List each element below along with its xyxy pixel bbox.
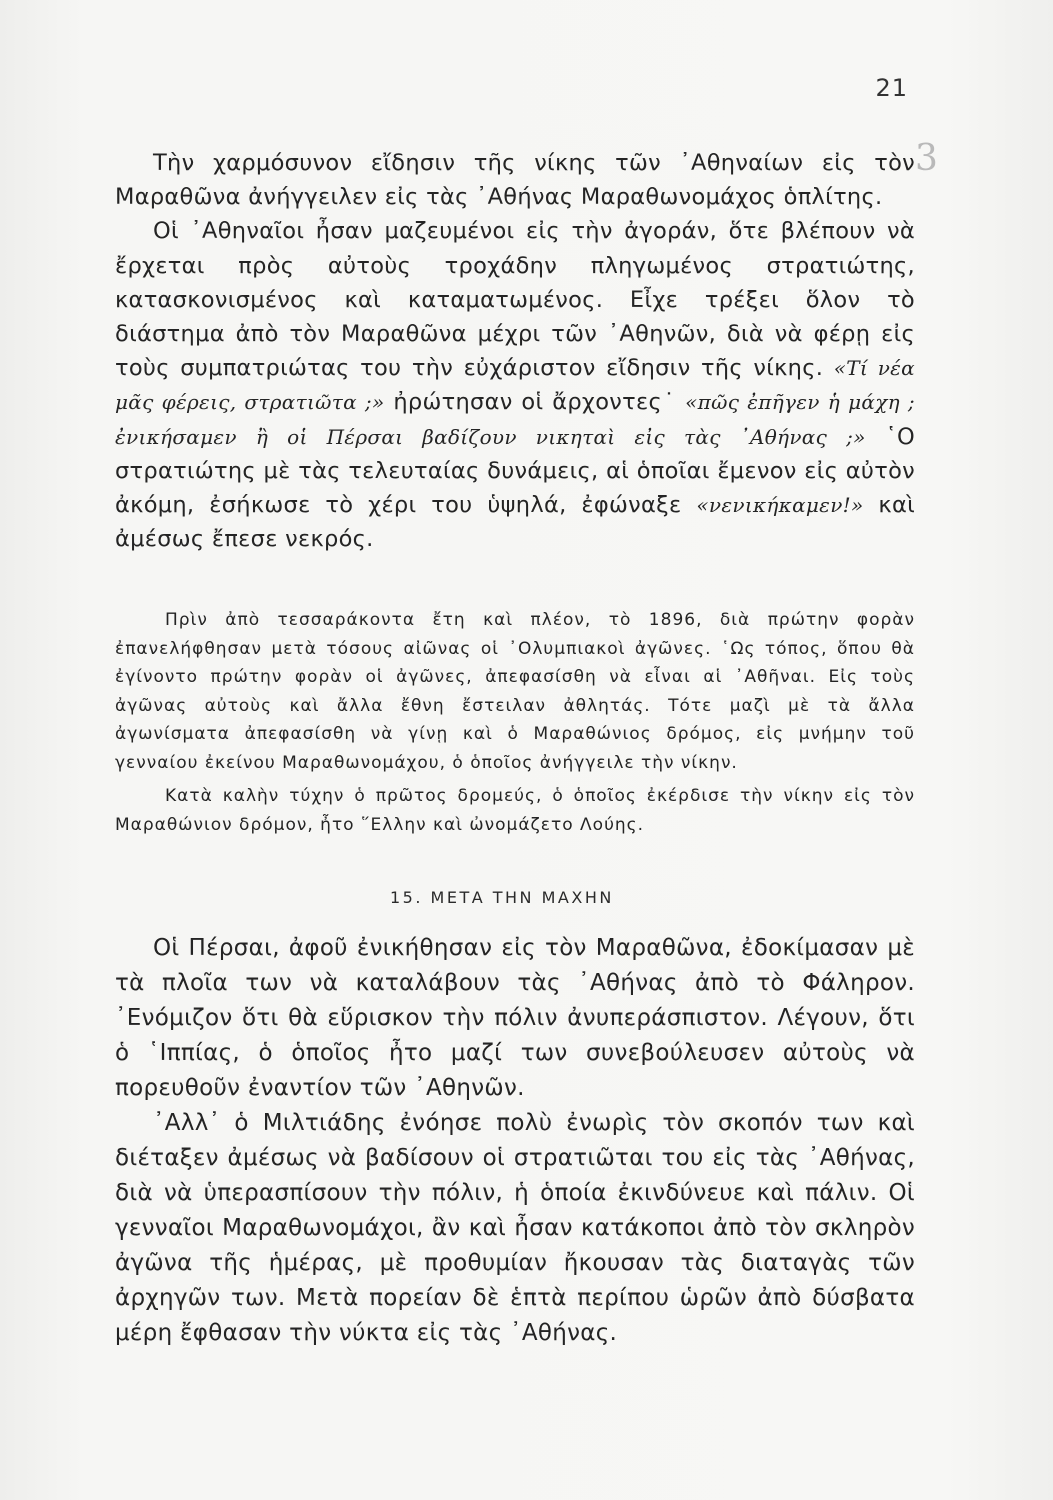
narrative-fell-dead: καὶ ἀμέσως ἔπεσε νεκρός. xyxy=(115,492,916,553)
paragraph-persians-sail: Οἱ Πέρσαι, ἀφοῦ ἐνικήθησαν εἰς τὸν Μαραθῶνα, ἐδοκίμασαν μὲ τὰ πλοῖα των νὰ καταλάβουν τὰς ᾿Αθήνας ἀπὸ τὸ Φάληρον. ᾿Ενόμιζον ὅτι θὰ εὕρισκον τὴν πόλιν ἀνυπεράσπιστον. Λέγουν, ὅτι ὁ ῾Ιππίας, ὁ ὁποῖος ἦτο μαζί των συνεβούλευσεν αὐτοὺς νὰ πορευθοῦν ἐναντίον τῶν ᾿Αθηνῶν. xyxy=(115,935,915,1101)
section-marathon-messenger xyxy=(115,146,915,556)
quote-battle-question: «πῶς ἐπῆγεν ἡ μάχη ; ἐνικήσαμεν ἢ οἱ Πέρσαι βαδίζουν νικηταὶ εἰς τὰς ᾿Αθήνας ;» xyxy=(115,390,915,449)
messenger-narrative: Οἱ ᾿Αθηναῖοι ἦσαν μαζευμένοι εἰς τὴν ἀγοράν, ὅτε βλέπουν νὰ ἔρχεται πρὸς αὐτοὺς τροχάδην πληγωμένος στρατιώτης, κατασκονισμένος καὶ καταματωμένος. Εἶχε τρέξει ὅλον τὸ διάστημα ἀπὸ τὸν Μαραθῶνα μέχρι τῶν ᾿Αθηνῶν, διὰ νὰ φέρῃ εἰς τοὺς συμπατριώτας του τὴν εὐχάριστον εἴδησιν τῆς νίκης. xyxy=(115,218,915,382)
page-number: 21 xyxy=(875,74,908,102)
chapter-heading: 15. ΜΕΤΑ ΤΗΝ ΜΑΧΗΝ xyxy=(390,888,614,907)
narrative-soldier-raises-hand: ῾Ο στρατιώτης μὲ τὰς τελευταίας δυνάμεις, αἱ ὁποῖαι ἔμενον εἰς αὐτὸν ἀκόμη, ἐσήκωσε τὸ χέρι του ὑψηλά, ἐφώναξε xyxy=(115,423,916,519)
narrative-asked: ἠρώτησαν οἱ ἄρχοντες˙ xyxy=(384,389,686,416)
paragraph-miltiades-march: ᾿Αλλ᾿ ὁ Μιλτιάδης ἐνόησε πολὺ ἐνωρὶς τὸν σκοπόν των καὶ διέταξεν ἀμέσως νὰ βαδίσουν οἱ στρατιῶται του εἰς τὰς ᾿Αθήνας, διὰ νὰ ὑπερασπίσουν τὴν πόλιν, ἡ ὁποία ἐκινδύνευε καὶ πάλιν. Οἱ γενναῖοι Μαραθωνομάχοι, ἂν καὶ ἦσαν κατάκοποι ἀπὸ τὸν σκληρὸν ἀγῶνα τῆς ἡμέρας, μὲ προθυμίαν ἤκουσαν τὰς διαταγὰς τῶν ἀρχηγῶν των. Μετὰ πορείαν δὲ ἑπτὰ περίπου ὡρῶν ἀπὸ δύσβατα μέρη ἔφθασαν τὴν νύκτα εἰς τὰς ᾿Αθήνας. xyxy=(115,1110,915,1346)
section-after-battle xyxy=(115,931,915,1351)
paragraph-olympic-games-1896: Πρὶν ἀπὸ τεσσαράκοντα ἔτη καὶ πλέον, τὸ 1896, διὰ πρώτην φορὰν ἐπανελήφθησαν μετὰ τόσους αἰῶνας οἱ ᾿Ολυμπιακοὶ ἀγῶνες. ῾Ως τόπος, ὅπου θὰ ἐγίνοντο πρώτην φορὰν οἱ ἀγῶνες, ἀπεφασίσθη νὰ εἶναι αἱ ᾿Αθῆναι. Εἰς τοὺς ἀγῶνας αὐτοὺς καὶ ἄλλα ἔθνη ἔστειλαν ἀθλητάς. Τότε μαζὶ μὲ τὰ ἄλλα ἀγωνίσματα ἀπεφασίσθη νὰ γίνῃ καὶ ὁ Μαραθώνιος δρόμος, εἰς μνήμην τοῦ γενναίου ἐκείνου Μαραθωνομάχου, ὁ ὁποῖος ἀνήγγειλε τὴν νίκην. xyxy=(115,610,915,773)
section-olympic-note xyxy=(115,606,915,839)
quote-archons-question: «Τί νέα μᾶς φέρεις, στρατιῶτα ;» xyxy=(115,356,915,415)
paragraph-louis-winner: Κατὰ καλὴν τύχην ὁ πρῶτος δρομεύς, ὁ ὁποῖος ἐκέρδισε τὴν νίκην εἰς τὸν Μαραθώνιον δρόμον, ἦτο ῞Ελλην καὶ ὠνομάζετο Λούης. xyxy=(115,786,915,835)
paragraph-news-of-victory: Τὴν χαρμόσυνον εἴδησιν τῆς νίκης τῶν ᾿Αθηναίων εἰς τὸν Μαραθῶνα ἀνήγγειλεν εἰς τὰς ᾿Αθήνας Μαραθωνομάχος ὁπλίτης. xyxy=(115,150,915,211)
handwritten-margin-mark: 3 xyxy=(915,138,938,179)
paragraph-messenger-arrival xyxy=(115,214,915,556)
quote-we-have-won: «νενικήκαμεν!» xyxy=(696,493,864,518)
